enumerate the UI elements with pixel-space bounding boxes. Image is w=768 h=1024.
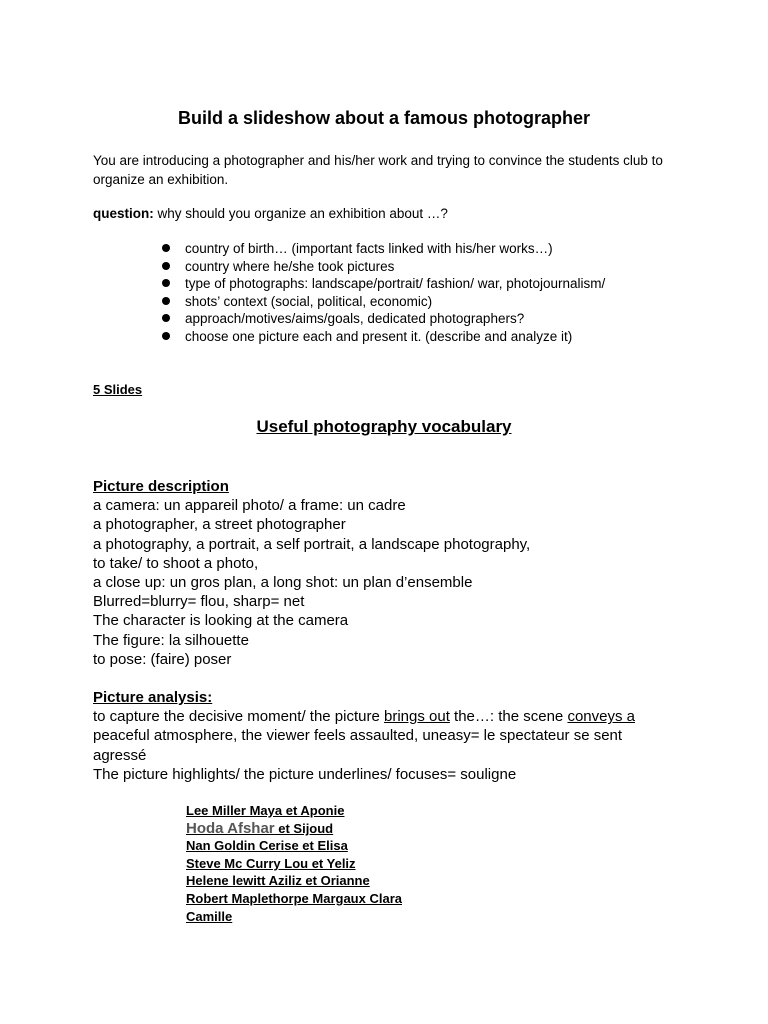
bullet-text: type of photographs: landscape/portrait/ fashion/ war, photojournalism/ xyxy=(185,276,606,291)
vocab-line: a photographer, a street photographer xyxy=(93,516,346,534)
picture-description-section xyxy=(93,477,683,669)
analysis-text: the…: the scene xyxy=(449,708,568,726)
assignment-line: Robert Maplethorpe Margaux Clara xyxy=(186,890,402,906)
bullet-text: country where he/she took pictures xyxy=(185,258,395,274)
list-item xyxy=(162,293,605,311)
question-label: question: xyxy=(93,206,154,221)
intro-paragraph: You are introducing a photographer and his/her work and trying to convince the students club to organize an exhibition. xyxy=(93,153,663,187)
analysis-line: The picture highlights/ the picture underlines/ focuses= souligne xyxy=(93,765,517,783)
section-heading: Picture analysis: xyxy=(93,689,213,706)
bullet-icon xyxy=(162,297,170,305)
bullet-icon xyxy=(162,262,170,270)
vocab-line: to pose: (faire) poser xyxy=(93,650,232,668)
analysis-text: to capture the decisive moment/ the picture xyxy=(93,708,384,726)
bullet-text: approach/motives/aims/goals, dedicated photographers? xyxy=(185,311,525,326)
vocab-line: a close up: un gros plan, a long shot: un plan d’ensemble xyxy=(93,574,473,592)
assignment-line: Nan Goldin Cerise et Elisa xyxy=(186,838,348,854)
assignment-line: Lee Miller Maya et Aponie xyxy=(186,803,345,818)
vocab-line: Blurred=blurry= flou, sharp= net xyxy=(93,593,305,611)
analysis-line xyxy=(93,707,683,726)
assignment-students: et Sijoud xyxy=(274,820,334,836)
assignment-line xyxy=(186,820,402,838)
picture-analysis-section xyxy=(93,688,683,784)
list-item xyxy=(162,275,605,293)
list-item xyxy=(162,328,605,346)
underlined-phrase: brings out xyxy=(383,708,450,726)
section-heading: Picture description xyxy=(93,478,229,495)
analysis-line: peaceful atmosphere, the viewer feels assaulted, uneasy= le spectateur se sent xyxy=(93,727,623,745)
assignment-line: Camille xyxy=(186,908,233,924)
photographer-name: Hoda Afshar xyxy=(186,819,275,837)
bullet-list xyxy=(162,240,605,345)
list-item xyxy=(162,310,605,328)
list-item xyxy=(162,240,605,258)
vocab-line: a photography, a portrait, a self portrait, a landscape photography, xyxy=(93,535,531,553)
bullet-text: shots’ context (social, political, economic) xyxy=(185,293,433,309)
list-item xyxy=(162,258,605,276)
bullet-text: choose one picture each and present it. (describe and analyze it) xyxy=(185,328,573,344)
bullet-icon xyxy=(162,279,170,287)
vocabulary-title: Useful photography vocabulary xyxy=(256,417,512,436)
vocab-line: The character is looking at the camera xyxy=(93,612,349,630)
question-line xyxy=(93,205,448,223)
underlined-phrase: conveys a xyxy=(567,708,635,726)
question-text: why should you organize an exhibition about …? xyxy=(153,206,448,221)
bullet-text: country of birth… (important facts linked with his/her works…) xyxy=(185,241,553,256)
analysis-line: agressé xyxy=(93,746,147,764)
page-title: Build a slideshow about a famous photographer xyxy=(177,108,591,128)
bullet-icon xyxy=(162,244,170,252)
vocab-line: The figure: la silhouette xyxy=(93,631,249,649)
bullet-icon xyxy=(162,332,170,340)
slides-count-label: 5 Slides xyxy=(93,382,143,397)
photographer-assignments xyxy=(186,802,402,925)
assignment-line: Helene lewitt Aziliz et Orianne xyxy=(186,873,370,889)
vocab-line: a camera: un appareil photo/ a frame: un cadre xyxy=(93,497,406,515)
bullet-icon xyxy=(162,314,170,322)
assignment-line: Steve Mc Curry Lou et Yeliz xyxy=(186,855,356,871)
vocab-line: to take/ to shoot a photo, xyxy=(93,554,259,572)
